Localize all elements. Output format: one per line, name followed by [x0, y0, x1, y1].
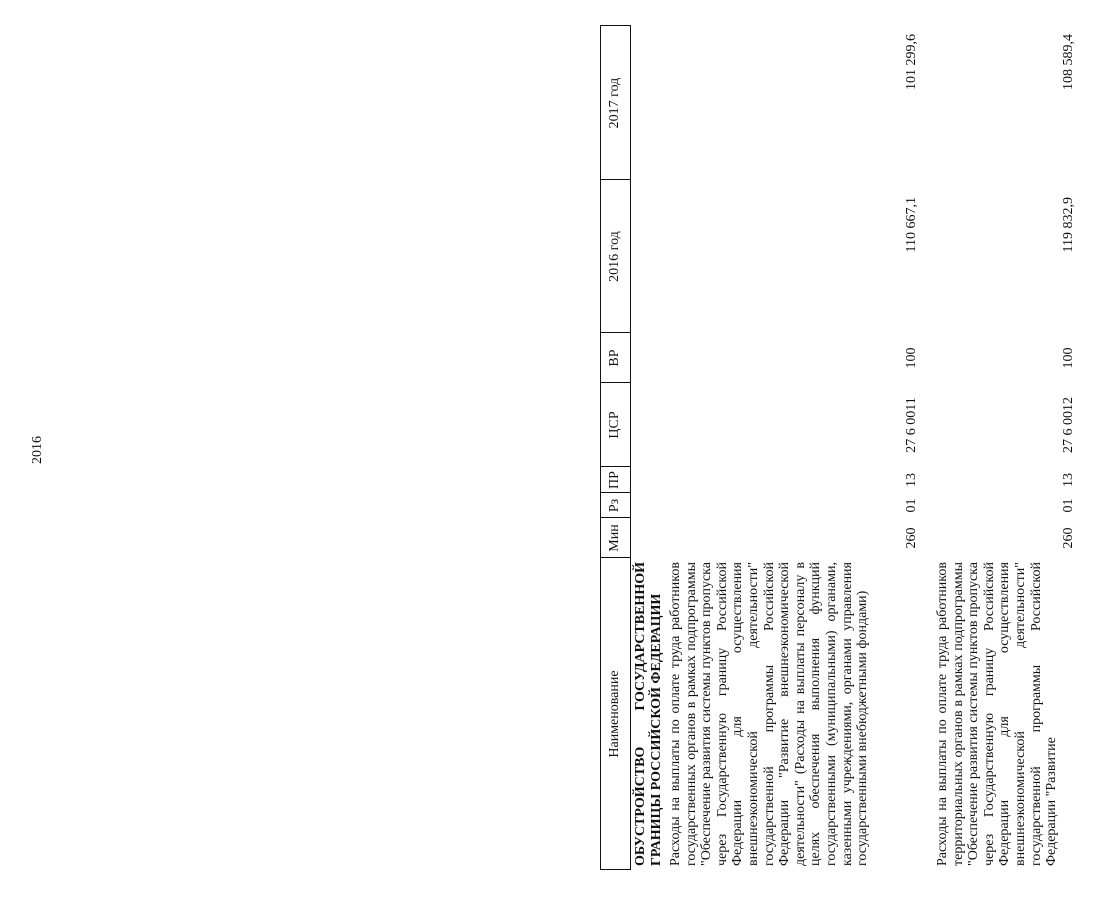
- header-bottom-border: [630, 25, 631, 870]
- header-pr: ПР: [607, 471, 622, 489]
- row-2-vr: 100: [1061, 347, 1076, 369]
- row-2-pr: 13: [1061, 473, 1076, 487]
- row-1-2017: 101 299,6: [904, 34, 919, 90]
- row-1-csr: 27 6 0011: [904, 397, 919, 453]
- header-2016: 2016 год: [607, 231, 622, 282]
- row-1-name: Расходы на выплаты по оплате труда работников государственных органов в рамках подпрограммы "Обеспечение развития системы пунктов пропуска через Государственную границу Российской Федерации для осуществления внешнеэкономической деятельности" государственной программы Российской Федерации "Развитие внешнеэкономической деятельности" (Расходы на выплаты персоналу в целях обеспечения выполнения функций государственными (муниципальными) органами, казенными учреждениями, органами управления государственными внебюджетными фондами): [668, 562, 871, 866]
- header-min: Мин: [607, 524, 622, 552]
- row-2-2017: 108 589,4: [1061, 34, 1076, 90]
- row-2-2016: 119 832,9: [1061, 197, 1076, 253]
- header-2017: 2017 год: [607, 77, 622, 129]
- header-csr: ЦСР: [607, 411, 622, 439]
- row-1-rz: 01: [904, 498, 919, 513]
- row-1-vr: 100: [904, 347, 919, 369]
- row-2-csr: 27 6 0012: [1061, 397, 1076, 453]
- row-2-name: Расходы на выплаты по оплате труда работников территориальных органов в рамках подпрограммы "Обеспечение развития системы пунктов пропуска через Государственную границу Российской Федерации для осуществления внешнеэкономической деятельности" государственной программы Российской Федерации "Развитие: [935, 562, 1060, 866]
- header-name: Наименование: [607, 670, 622, 758]
- row-2-min: 260: [1061, 527, 1076, 549]
- row-1-min: 260: [904, 527, 919, 549]
- row-1-2016: 110 667,1: [904, 197, 919, 253]
- header-vr: ВР: [607, 349, 622, 367]
- header-rz: Рз: [607, 498, 622, 513]
- row-1-pr: 13: [904, 473, 919, 487]
- budget-table: [600, 25, 1100, 870]
- section-title: ОБУСТРОЙСТВО ГОСУДАРСТВЕННОЙ ГРАНИЦЫ РОССИЙСКОЙ ФЕДЕРАЦИИ: [633, 562, 664, 866]
- page-number: 2016: [30, 436, 45, 464]
- row-2-rz: 01: [1061, 498, 1076, 513]
